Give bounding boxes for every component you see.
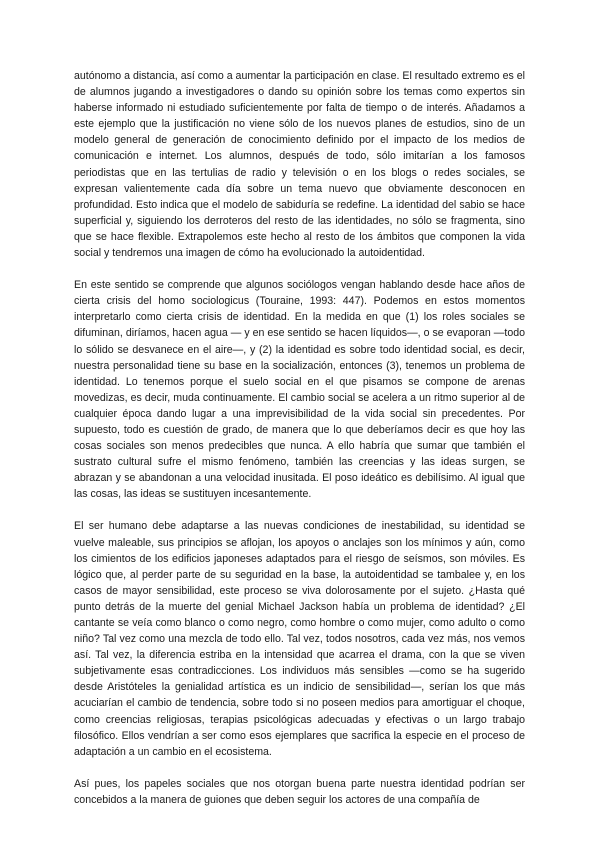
paragraph: En este sentido se comprende que algunos sociólogos vengan hablando desde hace años de cierta crisis del homo sociologicus (Touraine, 1993: 447). Podemos en estos momentos interpretarlo como cierta crisis de identidad. En la medida en que (1) los roles sociales se difuminan, diríamos, hacen agua — y en ese sentido se hacen líquidos—, o se evaporan —todo lo sólido se desvanece en el aire—, y (2) la identidad es sobre todo identidad social, es decir, nuestra personalidad tiene su base en la socialización, entonces (3), tenemos un problema de identidad. Lo tenemos porque el suelo social en el que pisamos se compone de arenas movedizas, es decir, muda continuamente. El cambio social se acelera a un ritmo superior al de cualquier época dando lugar a una imprevisibilidad de la vida social sin precedentes. Por supuesto, todo es cuestión de grado, de manera que lo que deberíamos decir es que hoy las cosas sociales son menos predecibles que nunca. A ello habría que sumar que también el sustrato cultural sufre el mismo fenómeno, también las creencias y las ideas surgen, se abrazan y se abandonan a una velocidad inusitada. El poso ideático es debilísimo. Al igual que las cosas, las ideas se sustituyen incesantemente. xyxy=(74,279,525,501)
paragraph: El ser humano debe adaptarse a las nuevas condiciones de inestabilidad, su identidad se vuelve maleable, sus principios se aflojan, los apoyos o anclajes son los mínimos y aún, como los cimientos de los edificios japoneses adaptados para el riesgo de seísmos, son móviles. Es lógico que, al perder parte de su seguridad en la base, la autoidentidad se tambalee y, en los casos de mayor sensibilidad, este proceso se viva dolorosamente por el sujeto. ¿Hasta qué punto detrás de la muerte del genial Michael Jackson había un problema de identidad? ¿El cantante se veía como blanco o como negro, como hombre o como mujer, como adulto o como niño? Tal vez como una mezcla de todo ello. Tal vez, todos nosotros, cada vez más, nos vemos así. Tal vez, la diferencia estriba en la intensidad que acarrea el drama, con la que se viven subjetivamente esas contradicciones. Los individuos más sensibles —como se ha sugerido desde Aristóteles la genialidad artística es un indicio de sensibilidad—, serían los que más acuciarían el cambio de tendencia, sobre todo si no poseen medios para amortiguar el choque, como creencias religiosas, terapias psicológicas adecuadas y efectivas o un largo trabajo filosófico. Ellos vendrían a ser como esos ejemplares que sacrifica la especie en el proceso de adaptación a un cambio en el ecosistema. xyxy=(74,520,525,758)
paragraph: autónomo a distancia, así como a aumentar la participación en clase. El resultado extremo es el de alumnos jugando a investigadores o dando su opinión sobre los temas como expertos sin haberse informado ni estudiado suficientemente por falta de tiempo o de interés. Añadamos a este ejemplo que la justificación no viene sólo de los nuevos planes de estudios, sino de un modelo general de generación de conocimiento definido por el impacto de los medios de comunicación e internet. Los alumnos, después de todo, sólo imitarían a los famosos periodistas que en las tertulias de radio y televisión o en los blogs o redes sociales, se expresan valientemente cada día sobre un tema nuevo que obviamente desconocen en profundidad. Esto indica que el modelo de sabiduría se redefine. La identidad del sabio se hace superficial y, siguiendo los derroteros del resto de las identidades, no sólo se fragmenta, sino que se hace flexible. Extrapolemos este hecho al resto de los ámbitos que componen la vida social y tendremos una imagen de cómo ha evolucionado la autoidentidad. xyxy=(74,70,525,260)
paragraph: Así pues, los papeles sociales que nos otorgan buena parte nuestra identidad podrían ser concebidos a la manera de guiones que deben seguir los actores de una compañía de xyxy=(74,777,525,806)
document-page xyxy=(74,68,525,824)
